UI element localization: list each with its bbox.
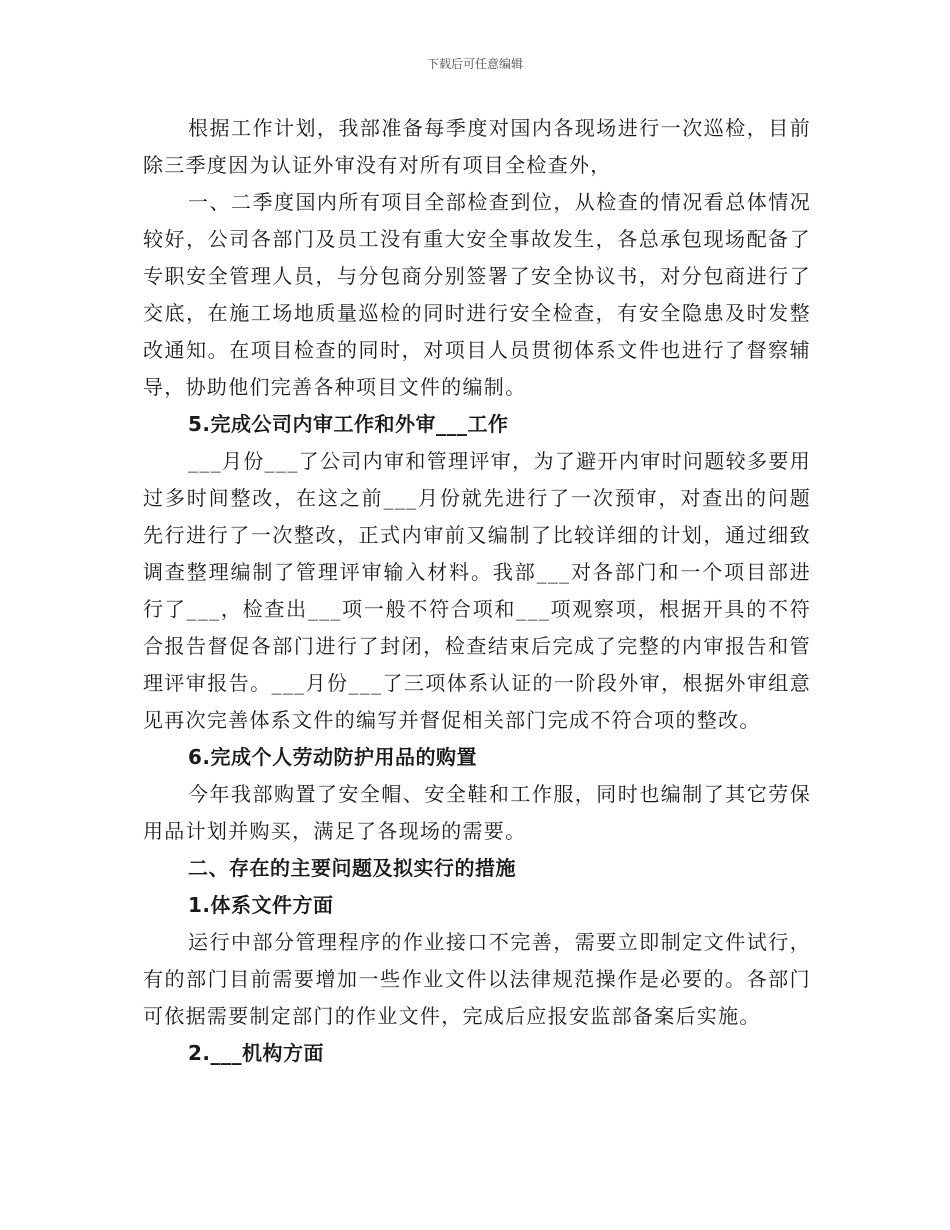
paragraph: 运行中部分管理程序的作业接口不完善，需要立即制定文件试行，有的部门目前需要增加一些作业文件以法律规范操作是必要的。各部门可依据需要制定部门的作业文件，完成后应报安监部备案后实施。 bbox=[143, 930, 811, 1028]
page-header: 下载后可任意编辑 bbox=[426, 57, 523, 71]
paragraph: 今年我部购置了安全帽、安全鞋和工作服，同时也编制了其它劳保用品计划并购买，满足了各现场的需要。 bbox=[143, 782, 811, 843]
section-heading: 6.完成个人劳动防护用品的购置 bbox=[188, 745, 478, 769]
paragraph: 根据工作计划，我部准备每季度对国内各现场进行一次巡检，目前除三季度因为认证外审没有对所有项目全检查外， bbox=[143, 116, 811, 177]
section-heading: 2.___机构方面 bbox=[188, 1041, 325, 1065]
section-heading: 1.体系文件方面 bbox=[188, 893, 334, 917]
section-heading: 二、存在的主要问题及拟实行的措施 bbox=[188, 856, 516, 880]
paragraph: 一、二季度国内所有项目全部检查到位，从检查的情况看总体情况较好，公司各部门及员工没有重大安全事故发生，各总承包现场配备了专职安全管理人员，与分包商分别签署了安全协议书，对分包商进行了交底，在施工场地质量巡检的同时进行安全检查，有安全隐患及时发整改通知。在项目检查的同时，对项目人员贯彻体系文件也进行了督察辅导，协助他们完善各种项目文件的编制。 bbox=[143, 190, 811, 399]
paragraph: ___月份___了公司内审和管理评审，为了避开内审时问题较多要用过多时间整改，在这之前___月份就先进行了一次预审，对查出的问题先行进行了一次整改，正式内审前又编制了比较详细的计划，通过细致调查整理编制了管理评审输入材料。我部___对各部门和一个项目部进行了___，检查出___项一般不符合项和___项观察项，根据开具的不符合报告督促各部门进行了封闭，检查结束后完成了完整的内审报告和管理评审报告。___月份___了三项体系认证的一阶段外审，根据外审组意见再次完善体系文件的编写并督促相关部门完成不符合项的整改。 bbox=[143, 449, 811, 732]
document-body bbox=[143, 110, 811, 1072]
section-heading: 5.完成公司内审工作和外审___工作 bbox=[188, 412, 509, 436]
